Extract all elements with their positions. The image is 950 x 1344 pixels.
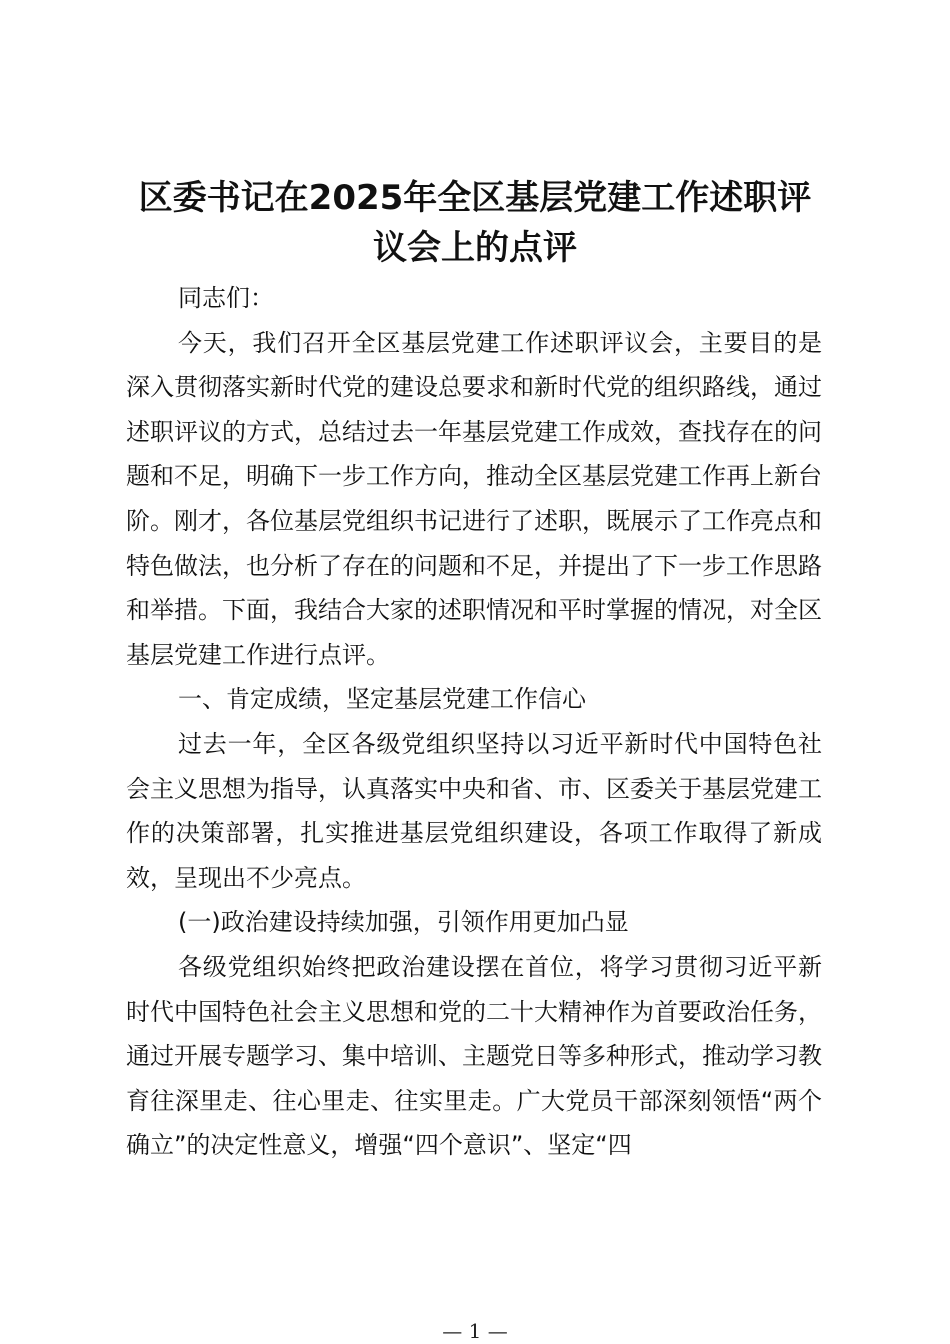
document-body [126,276,822,1168]
paragraph-achievements: 过去一年，全区各级党组织坚持以习近平新时代中国特色社会主义思想为指导，认真落实中央和省、市、区委关于基层党建工作的决策部署，扎实推进基层党组织建设，各项工作取得了新成效，呈现出不少亮点。 [126,729,822,892]
salutation: 同志们： [178,284,274,312]
subsection-heading-1-1: (一)政治建设持续加强，引领作用更加凸显 [178,908,629,937]
section-heading-1: 一、肯定成绩，坚定基层党建工作信心 [178,685,586,714]
paragraph-intro: 今天，我们召开全区基层党建工作述职评议会，主要目的是深入贯彻落实新时代党的建设总要求和新时代党的组织路线，通过述职评议的方式，总结过去一年基层党建工作成效，查找存在的问题和不足，明确下一步工作方向，推动全区基层党建工作再上新台阶。刚才，各位基层党组织书记进行了述职，既展示了工作亮点和特色做法，也分析了存在的问题和不足，并提出了下一步工作思路和举措。下面，我结合大家的述职情况和平时掌握的情况，对全区基层党建工作进行点评。 [126,328,822,669]
document-title-line-1: 区委书记在2025年全区基层党建工作述职评 [138,178,812,218]
document-title-line-2: 议会上的点评 [373,228,577,268]
paragraph-political-building: 各级党组织始终把政治建设摆在首位，将学习贯彻习近平新时代中国特色社会主义思想和党的二十大精神作为首要政治任务，通过开展专题学习、集中培训、主题党日等多种形式，推动学习教育往深里走、往心里走、往实里走。广大党员干部深刻领悟“两个确立”的决定性意义，增强“四个意识”、坚定“四 [126,952,822,1160]
page-number: — 1 — [442,1319,508,1343]
